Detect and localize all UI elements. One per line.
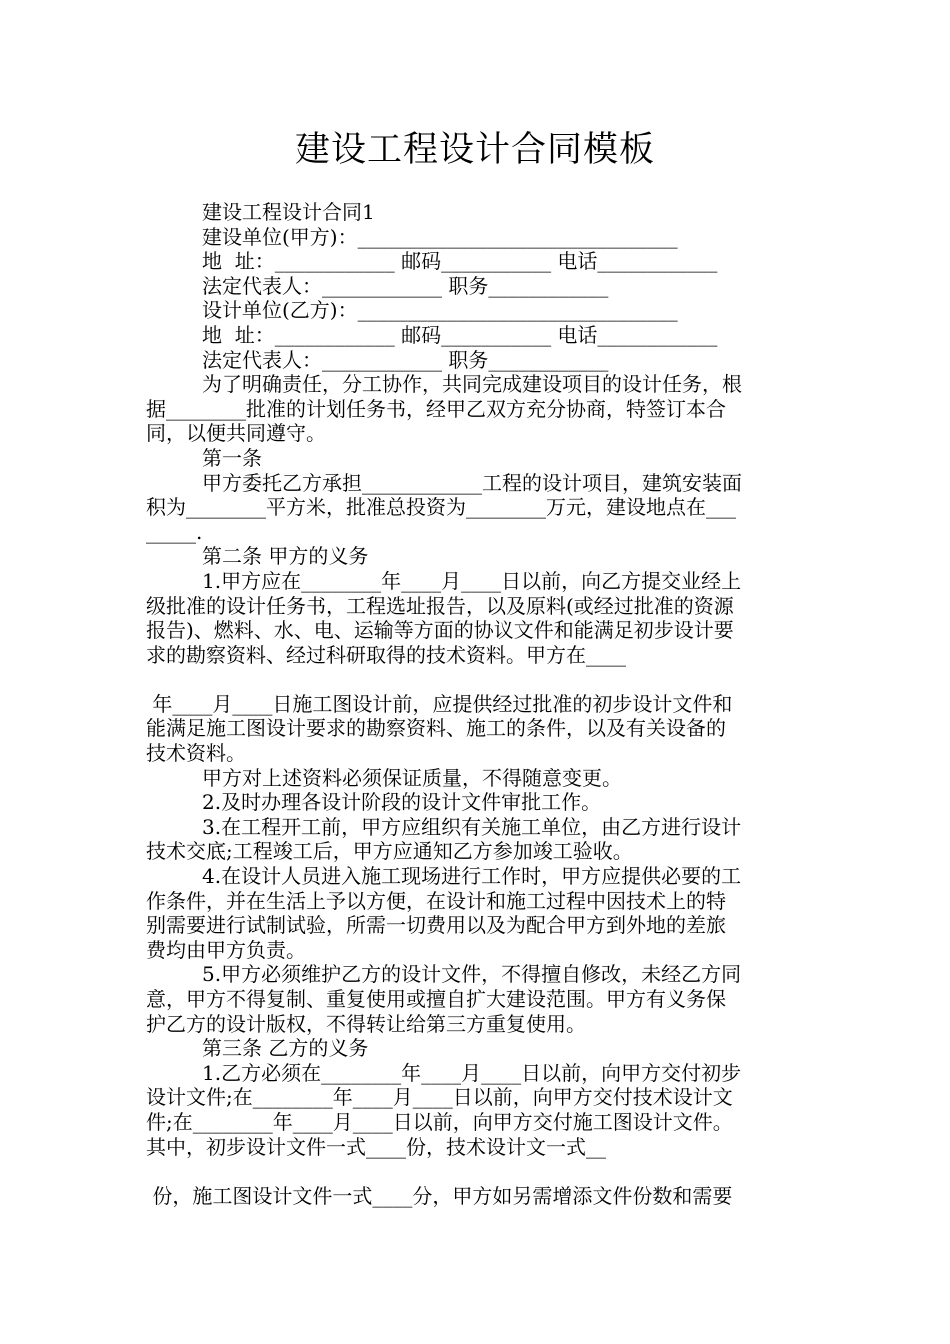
text-line: 法定代表人：____________ 职务____________	[202, 273, 609, 298]
text-line: 其中，初步设计文件一式____份，技术设计文一式__	[146, 1134, 606, 1159]
text-line: 技术资料。	[146, 741, 246, 766]
text-line: 年____月____日施工图设计前，应提供经过批准的初步设计文件和	[146, 691, 733, 716]
text-line: 甲方委托乙方承担____________工程的设计项目，建筑安装面	[202, 470, 742, 495]
text-line: 1.甲方应在________年____月____日以前，向乙方提交业经上	[202, 568, 742, 593]
document-title: 建设工程设计合同模板	[294, 130, 655, 170]
blank-line	[146, 667, 808, 692]
text-line: 第一条	[202, 445, 262, 470]
text-line: 设计单位(乙方)：________________________________	[202, 298, 678, 323]
text-line: 求的勘察资料、经过科研取得的技术资料。甲方在____	[146, 642, 626, 667]
text-line: 技术交底;工程竣工后，甲方应通知乙方参加竣工验收。	[146, 839, 633, 864]
text-line: 积为________平方米，批准总投资为________万元，建设地点在___	[146, 495, 736, 520]
text-line: _____.	[146, 519, 203, 544]
text-line: 1.乙方必须在________年____月____日以前，向甲方交付初步	[202, 1060, 742, 1085]
text-line: 据________批准的计划任务书，经甲乙双方充分协商，特签订本合	[146, 396, 726, 421]
text-line: 件;在________年____月____日以前，向甲方交付施工图设计文件。	[146, 1109, 733, 1134]
text-line: 第二条 甲方的义务	[202, 544, 369, 569]
text-line: 2.及时办理各设计阶段的设计文件审批工作。	[202, 790, 602, 815]
text-line: 份，施工图设计文件一式____分，甲方如另需增添文件份数和需要	[146, 1183, 733, 1208]
text-line: 别需要进行试制试验，所需一切费用以及为配合甲方到外地的差旅	[146, 913, 726, 938]
document-body	[146, 200, 808, 1208]
text-line: 地 址：____________ 邮码___________ 电话____________	[202, 249, 718, 274]
text-line: 为了明确责任，分工协作，共同完成建设项目的设计任务，根	[202, 372, 742, 397]
text-line: 同，以便共同遵守。	[146, 421, 326, 446]
text-line: 法定代表人：____________ 职务____________	[202, 347, 609, 372]
text-line: 级批准的设计任务书，工程选址报告，以及原料(或经过批准的资源	[146, 593, 734, 618]
text-line: 作条件，并在生活上予以方便，在设计和施工过程中因技术上的特	[146, 888, 726, 913]
text-line: 3.在工程开工前，甲方应组织有关施工单位，由乙方进行设计	[202, 814, 742, 839]
text-line: 地 址：____________ 邮码___________ 电话____________	[202, 322, 718, 347]
text-line: 报告)、燃料、水、电、运输等方面的协议文件和能满足初步设计要	[146, 618, 734, 643]
text-line: 设计文件;在________年____月____日以前，向甲方交付技术设计文	[146, 1085, 733, 1110]
blank-line	[146, 1159, 808, 1184]
text-line: 建设单位(甲方)：________________________________	[202, 224, 678, 249]
text-line: 5.甲方必须维护乙方的设计文件，不得擅自修改，未经乙方同	[202, 962, 742, 987]
text-line: 能满足施工图设计要求的勘察资料、施工的条件，以及有关设备的	[146, 716, 726, 741]
text-line: 第三条 乙方的义务	[202, 1036, 369, 1061]
text-line: 4.在设计人员进入施工现场进行工作时，甲方应提供必要的工	[202, 864, 742, 889]
text-line: 费均由甲方负责。	[146, 937, 306, 962]
text-line: 护乙方的设计版权，不得转让给第三方重复使用。	[146, 1011, 586, 1036]
text-line: 甲方对上述资料必须保证质量，不得随意变更。	[202, 765, 622, 790]
text-line: 建设工程设计合同1	[202, 200, 375, 224]
text-line: 意，甲方不得复制、重复使用或擅自扩大建设范围。甲方有义务保	[146, 987, 726, 1011]
